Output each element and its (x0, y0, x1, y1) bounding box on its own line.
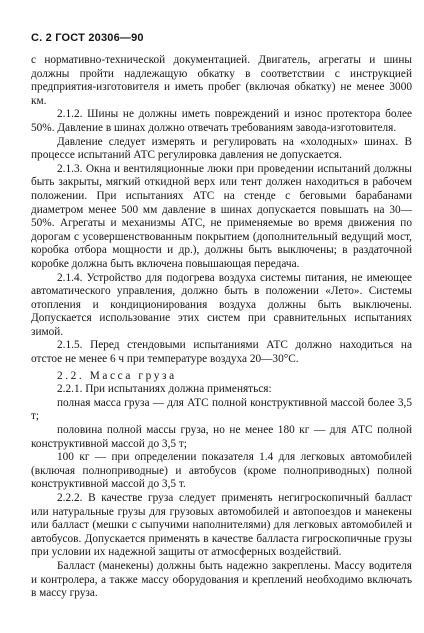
paragraph-2-2-1: 2.2.1. При испытаниях должна применяться: (57, 383, 272, 396)
paragraph-tire-pressure: Давление следует измерять и регулировать на «холодных» шинах. В процессе испытаний АТС регулировка давления не допускается. (31, 135, 412, 162)
paragraph-2-1-2: 2.1.2. Шины не должны иметь повреждений и износ протектора более 50%. Давление в шинах должно отвечать требованиям завода-изготовителя. (31, 108, 412, 134)
section-heading-text: 2.2. Масса груза (57, 369, 177, 382)
list-item-half-mass: половина полной массы груза, но не менее 180 кг — для АТС полной конструктивной массой до 3,5 т; (31, 424, 412, 450)
paragraph-continuation: с нормативно-технической документацией. Двигатель, агрегаты и шины должны пройти надлежащую обкатку в соответствии с инструкцией предприятия-изготовителя и иметь пробег (включая обкатку) не менее 3000 км. (31, 54, 412, 107)
page-header: С. 2 ГОСТ 20306—90 (31, 32, 144, 44)
list-item-100kg: 100 кг — при определении показателя 1.4 для легковых автомобилей (включая полноприводные) и автобусов (кроме полноприводных) полной конструктивной массой до 3,5 т. (31, 451, 412, 491)
paragraph-2-1-3: 2.1.3. Окна и вентиляционные люки при проведении испытаний должны быть закрыты, мягкий откидной верх или тент должен находиться в рабочем положении. При испытаниях АТС на стенде с беговыми барабанами диаметром менее 500 мм давление в шинах допускается повышать на 30—50%. Агрегаты и механизмы АТС, не применяемые во время движения по дорогам с усовершенствованным покрытием (дополнительный ведущий мост, коробка отбора мощности и др.), должны быть выключены; в раздаточной коробке должна быть включена повышающая передача. (31, 162, 412, 270)
paragraph-2-2-2: 2.2.2. В качестве груза следует применять негигроскопичный балласт или натуральные грузы для грузовых автомобилей и автопоездов и манекены или балласт (мешки с сыпучими наполнителями) для легковых автомобилей и автобусов. Допускается применять в качестве балласта гигроскопичные грузы при условии их надежной защиты от атмосферных воздействий. (31, 492, 412, 559)
section-heading-2-2 (31, 370, 412, 384)
paragraph-ballast: Балласт (манекены) должны быть надежно закреплены. Массу водителя и контролера, а также массу оборудования и креплений необходимо включать в массу груза. (31, 559, 412, 600)
paragraph-2-1-4: 2.1.4. Устройство для подогрева воздуха системы питания, не имеющее автоматического управления, должно быть в положении «Лето». Системы отопления и кондиционирования воздуха должны быть выключены. Допускается использование этих систем при сравнительных испытаниях зимой. (31, 271, 412, 338)
list-item-full-mass: полная масса груза — для АТС полной конструктивной массой более 3,5 т; (31, 396, 412, 423)
paragraph-2-1-5: 2.1.5. Перед стендовыми испытаниями АТС должно находиться на отстое не менее 6 ч при температуре воздуха 20—30°С. (31, 339, 412, 366)
body-text (31, 54, 412, 601)
